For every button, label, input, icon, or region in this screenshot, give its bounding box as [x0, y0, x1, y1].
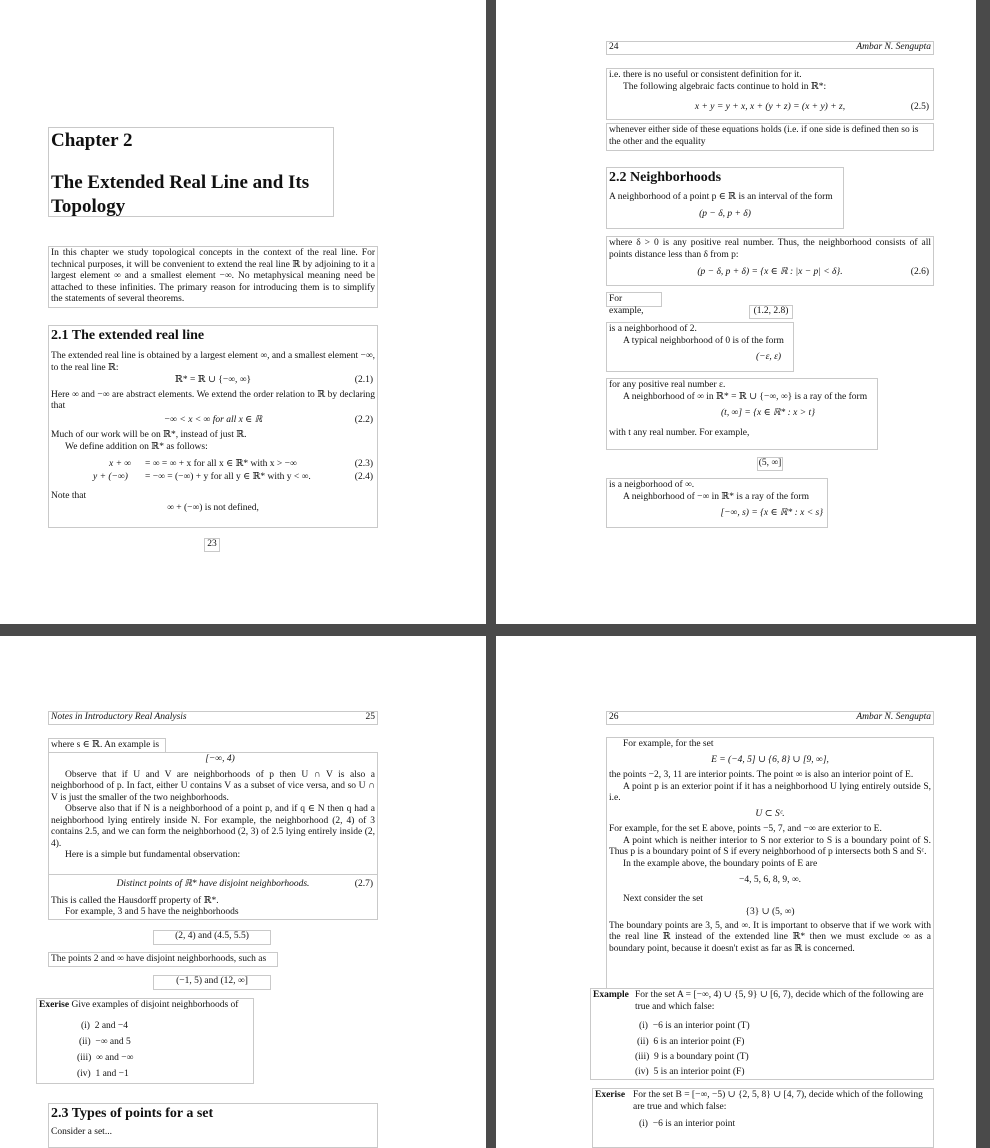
header-page-number: 24 — [609, 42, 619, 52]
equation-text: x + y = y + x, x + (y + z) = (x + y) + z, — [694, 102, 846, 112]
item-text: −6 is an interior point — [652, 1119, 736, 1129]
paragraph: For example, for the set — [623, 739, 714, 749]
paragraph: The boundary points are 3, 5, and ∞. It is important to observe that if we work with the real line ℝ instead of the extended line ℝ* then we must exclude ∞ as a boundary point, because it doesn't exist as far as ℝ is concerned. — [609, 920, 931, 954]
item-number: (ii) — [637, 1037, 649, 1047]
paragraph: Next consider the set — [623, 893, 703, 904]
equation-number: (2.5) — [910, 102, 929, 112]
paragraph: For example, for the set E above, points −5, 7, and −∞ are exterior to E. — [609, 824, 882, 834]
equation-array — [51, 459, 375, 485]
equation: (p − δ, p + δ) — [699, 208, 751, 219]
item-number: (i) — [639, 1119, 648, 1129]
paragraph: i.e. there is no useful or consistent definition for it. — [609, 70, 802, 80]
paragraph: the points −2, 3, 11 are interior points. The point ∞ is also an interior point of E. — [609, 770, 914, 780]
equation-box[interactable] — [153, 975, 271, 990]
paragraph: where δ > 0 is any positive real number. Thus, the neighborhood consists of all points distance less than δ from p: — [609, 238, 931, 260]
item-text: 5 is an interior point (F) — [653, 1067, 745, 1077]
chapter-heading[interactable] — [48, 127, 334, 217]
header-page-number: 25 — [365, 712, 375, 722]
equation-number: (2.3) — [354, 459, 373, 469]
equation: {3} ∪ (5, ∞) — [745, 907, 795, 917]
paragraph: Consider a set... — [51, 1127, 112, 1137]
equation — [51, 503, 375, 515]
paragraph: for any positive real number ε. — [609, 380, 726, 390]
text-block[interactable] — [606, 478, 828, 528]
example-line — [593, 990, 931, 1013]
exercise-text: Give examples of disjoint neighborhoods of — [71, 1000, 239, 1010]
equation — [609, 102, 931, 114]
page-23 — [0, 0, 486, 624]
chapter-label: Chapter 2 — [51, 130, 133, 151]
exercise-line — [595, 1090, 931, 1113]
paragraph: A point which is neither interior to S nor exterior to S is a boundary point of S. Thus p is a boundary point of S if every neighborhood of p intersects both S and Sᶜ. — [609, 835, 931, 857]
paragraph: This is called the Hausdorff property of ℝ*. — [51, 895, 219, 906]
paragraph: For example, 3 and 5 have the neighborhoods — [65, 907, 239, 917]
header-author: Ambar N. Sengupta — [856, 712, 931, 722]
exercise-item — [639, 1119, 735, 1131]
header-title: Notes in Introductory Real Analysis — [51, 712, 187, 722]
equation: [−∞, 4) — [205, 754, 235, 764]
equation-number: (2.6) — [910, 267, 929, 277]
equation-lhs: x + ∞ — [109, 459, 132, 469]
equation — [51, 879, 375, 891]
paragraph: is a neighborhood of 2. — [609, 324, 697, 334]
equation-rhs: = −∞ = (−∞) + y for all y ∈ ℝ* with y < ∞. — [145, 472, 311, 482]
item-text: 9 is a boundary point (T) — [654, 1052, 749, 1062]
text-block[interactable] — [606, 378, 878, 450]
exercise-text: For the set B = [−∞, −5) ∪ {2, 5, 8} ∪ [4, 7), decide which of the following are true and which false: — [633, 1090, 923, 1112]
paragraph: A neighborhood of a point p ∈ ℝ is an interval of the form — [609, 192, 833, 202]
exercise-block[interactable] — [592, 1088, 934, 1148]
equation — [609, 267, 931, 279]
page-25 — [0, 636, 486, 1148]
example-item — [635, 1067, 745, 1079]
text-block[interactable] — [606, 236, 934, 286]
exercise-line — [39, 1000, 251, 1012]
section-title: 2.2 Neighborhoods — [609, 170, 722, 185]
item-number: (ii) — [79, 1037, 91, 1047]
page-number[interactable] — [204, 538, 220, 552]
equation-text: −∞ < x < ∞ for all x ∈ ℝ — [163, 414, 263, 425]
equation: U ⊂ Sᶜ. — [755, 808, 785, 819]
item-number: (iv) — [77, 1069, 91, 1079]
paragraph: Here is a simple but fundamental observation: — [65, 850, 241, 860]
exercise-label: Exerise — [595, 1090, 626, 1100]
paragraph: is a neigborhood of ∞. — [609, 480, 695, 490]
paragraph: Here ∞ and −∞ are abstract elements. We extend the order relation to ℝ by declaring that — [51, 389, 375, 411]
text-block[interactable] — [606, 322, 794, 372]
paragraph: where s ∈ ℝ. An example is — [51, 740, 160, 750]
equation-lhs: y + (−∞) — [93, 472, 128, 482]
paragraph: A neighborhood of −∞ in ℝ* is a ray of the form — [623, 491, 809, 502]
running-header[interactable] — [606, 41, 934, 55]
item-text: −∞ and 5 — [95, 1037, 131, 1047]
exercise-block[interactable] — [36, 998, 254, 1084]
equation-text: (5, ∞] — [758, 458, 782, 468]
paragraph: We define addition on ℝ* as follows: — [65, 441, 208, 452]
equation-number: (2.7) — [354, 879, 373, 889]
paragraph: whenever either side of these equations holds (i.e. if one side is defined then so is the other and the equality — [609, 125, 919, 147]
paragraph: The following algebraic facts continue to hold in ℝ*: — [623, 81, 827, 92]
equation-box[interactable] — [757, 457, 783, 471]
paragraph: A neighborhood of ∞ in ℝ* = ℝ ∪ {−∞, ∞} is a ray of the form — [623, 391, 868, 402]
page-26 — [496, 636, 976, 1148]
page-24 — [496, 0, 976, 624]
paragraph: Much of our work will be on ℝ*, instead of just ℝ. — [51, 430, 247, 440]
paragraph: Note that — [51, 491, 87, 501]
example-label: Example — [593, 990, 629, 1000]
item-text: 6 is an interior point (F) — [653, 1037, 745, 1047]
example-item — [639, 1021, 750, 1033]
section-title: 2.3 Types of points for a set — [51, 1106, 214, 1121]
paragraph: In the example above, the boundary points of E are — [623, 858, 818, 869]
equation-rhs: = ∞ = ∞ + x for all x ∈ ℝ* with x > −∞ — [145, 459, 297, 469]
item-number: (i) — [639, 1021, 648, 1031]
equation — [51, 415, 375, 427]
item-number: (iii) — [77, 1053, 92, 1063]
equation-text: (p − δ, p + δ) = {x ∈ ℝ : |x − p| < δ}. — [697, 267, 843, 277]
equation: E = (−4, 5] ∪ {6, 8} ∪ [9, ∞], — [711, 754, 829, 765]
text-block[interactable] — [48, 738, 166, 753]
equation: (t, ∞] = {x ∈ ℝ* : x > t} — [721, 408, 815, 418]
text-block[interactable] — [48, 874, 378, 920]
header-page-number: 26 — [609, 712, 619, 722]
section-2-1[interactable] — [48, 325, 378, 528]
text-block[interactable] — [48, 952, 278, 967]
header-author: Ambar N. Sengupta — [856, 42, 931, 52]
page-number-text: 23 — [207, 539, 217, 549]
chapter-title-line1: The Extended Real Line and Its — [51, 172, 310, 193]
equation: (−ε, ε) — [756, 352, 781, 362]
exercise-label: Exerise — [39, 1000, 70, 1010]
equation: −4, 5, 6, 8, 9, ∞. — [738, 875, 801, 885]
exercise-item — [77, 1053, 133, 1065]
item-number: (iv) — [635, 1067, 649, 1077]
example-text: For the set A = [−∞, 4) ∪ {5, 9} ∪ [6, 7), decide which of the following are true and which false: — [635, 990, 924, 1012]
intro-paragraph[interactable] — [48, 246, 378, 308]
running-header[interactable] — [48, 711, 378, 725]
item-text: 1 and −1 — [95, 1069, 129, 1079]
equation-box[interactable] — [749, 305, 793, 319]
example-block[interactable] — [590, 988, 934, 1080]
equation-text: ∞ + (−∞) is not defined, — [167, 502, 259, 513]
item-text: ∞ and −∞ — [96, 1053, 134, 1063]
equation-box[interactable] — [153, 930, 271, 945]
text-block[interactable] — [606, 737, 934, 989]
paragraph: For example, — [609, 294, 644, 316]
equation-number: (2.2) — [354, 414, 373, 425]
exercise-item — [81, 1021, 128, 1033]
section-2-2[interactable] — [606, 167, 844, 229]
equation-number: (2.1) — [354, 375, 373, 385]
paragraph: Observe also that if N is a neighborhood of a point p, and if q ∈ N then q had a neighborhood lying entirely inside N. For example, the neighborhood (2, 4) of 3 contains 2.5, and we can form the neighborhood (2, 3) of 2.5 lying entirely inside (2, 4). — [51, 804, 375, 849]
example-item — [637, 1037, 744, 1049]
paragraph: The extended real line is obtained by a largest element ∞, and a smallest element −∞, to the real line ℝ: — [51, 351, 375, 373]
paragraph: with t any real number. For example, — [609, 427, 750, 438]
equation-text: ℝ* = ℝ ∪ {−∞, ∞} — [174, 375, 252, 385]
paragraph: A point p is an exterior point if it has a neighborhood U lying entirely outside S, i.e. — [609, 781, 931, 803]
example-item — [635, 1052, 749, 1064]
exercise-item — [77, 1069, 129, 1081]
equation — [51, 375, 375, 387]
item-number: (iii) — [635, 1052, 650, 1062]
equation-text: (1.2, 2.8) — [753, 306, 789, 316]
equation-text: (−1, 5) and (12, ∞] — [176, 976, 248, 986]
equation-text: Distinct points of ℝ* have disjoint neighborhoods. — [116, 879, 310, 889]
section-title: 2.1 The extended real line — [51, 328, 205, 343]
text-block[interactable] — [606, 68, 934, 120]
section-2-3[interactable] — [48, 1103, 378, 1148]
chapter-title-line2: Topology — [51, 196, 126, 217]
item-text: −6 is an interior point (T) — [652, 1021, 750, 1031]
paragraph: Observe that if U and V are neighborhoods of p then U ∩ V is also a neighborhood of p. In fact, either U contains V as a subset of vice versa, and so U ∩ V is just the smaller of the two neighborhoods. — [51, 769, 375, 803]
running-header[interactable] — [606, 711, 934, 725]
intro-text: In this chapter we study topological concepts in the context of the real line. For technical purposes, it will be convenient to extend the real line ℝ by adjoining to it a largest element ∞ and a smallest element −∞. No metaphysical meaning need be attached to these infinities. The primary reason for introducing them is to simplify the statements of several theorems. — [51, 248, 375, 304]
item-number: (i) — [81, 1021, 90, 1031]
item-text: 2 and −4 — [94, 1021, 129, 1031]
text-block[interactable] — [606, 292, 662, 316]
equation: [−∞, s) = {x ∈ ℝ* : x < s} — [720, 508, 823, 518]
text-block[interactable] — [606, 123, 934, 151]
paragraph: A typical neighborhood of 0 is of the form — [623, 335, 784, 346]
paragraph: The points 2 and ∞ have disjoint neighborhoods, such as — [51, 954, 267, 964]
exercise-item — [79, 1037, 131, 1049]
equation-number: (2.4) — [354, 472, 373, 482]
equation-text: (2, 4) and (4.5, 5.5) — [175, 931, 249, 941]
